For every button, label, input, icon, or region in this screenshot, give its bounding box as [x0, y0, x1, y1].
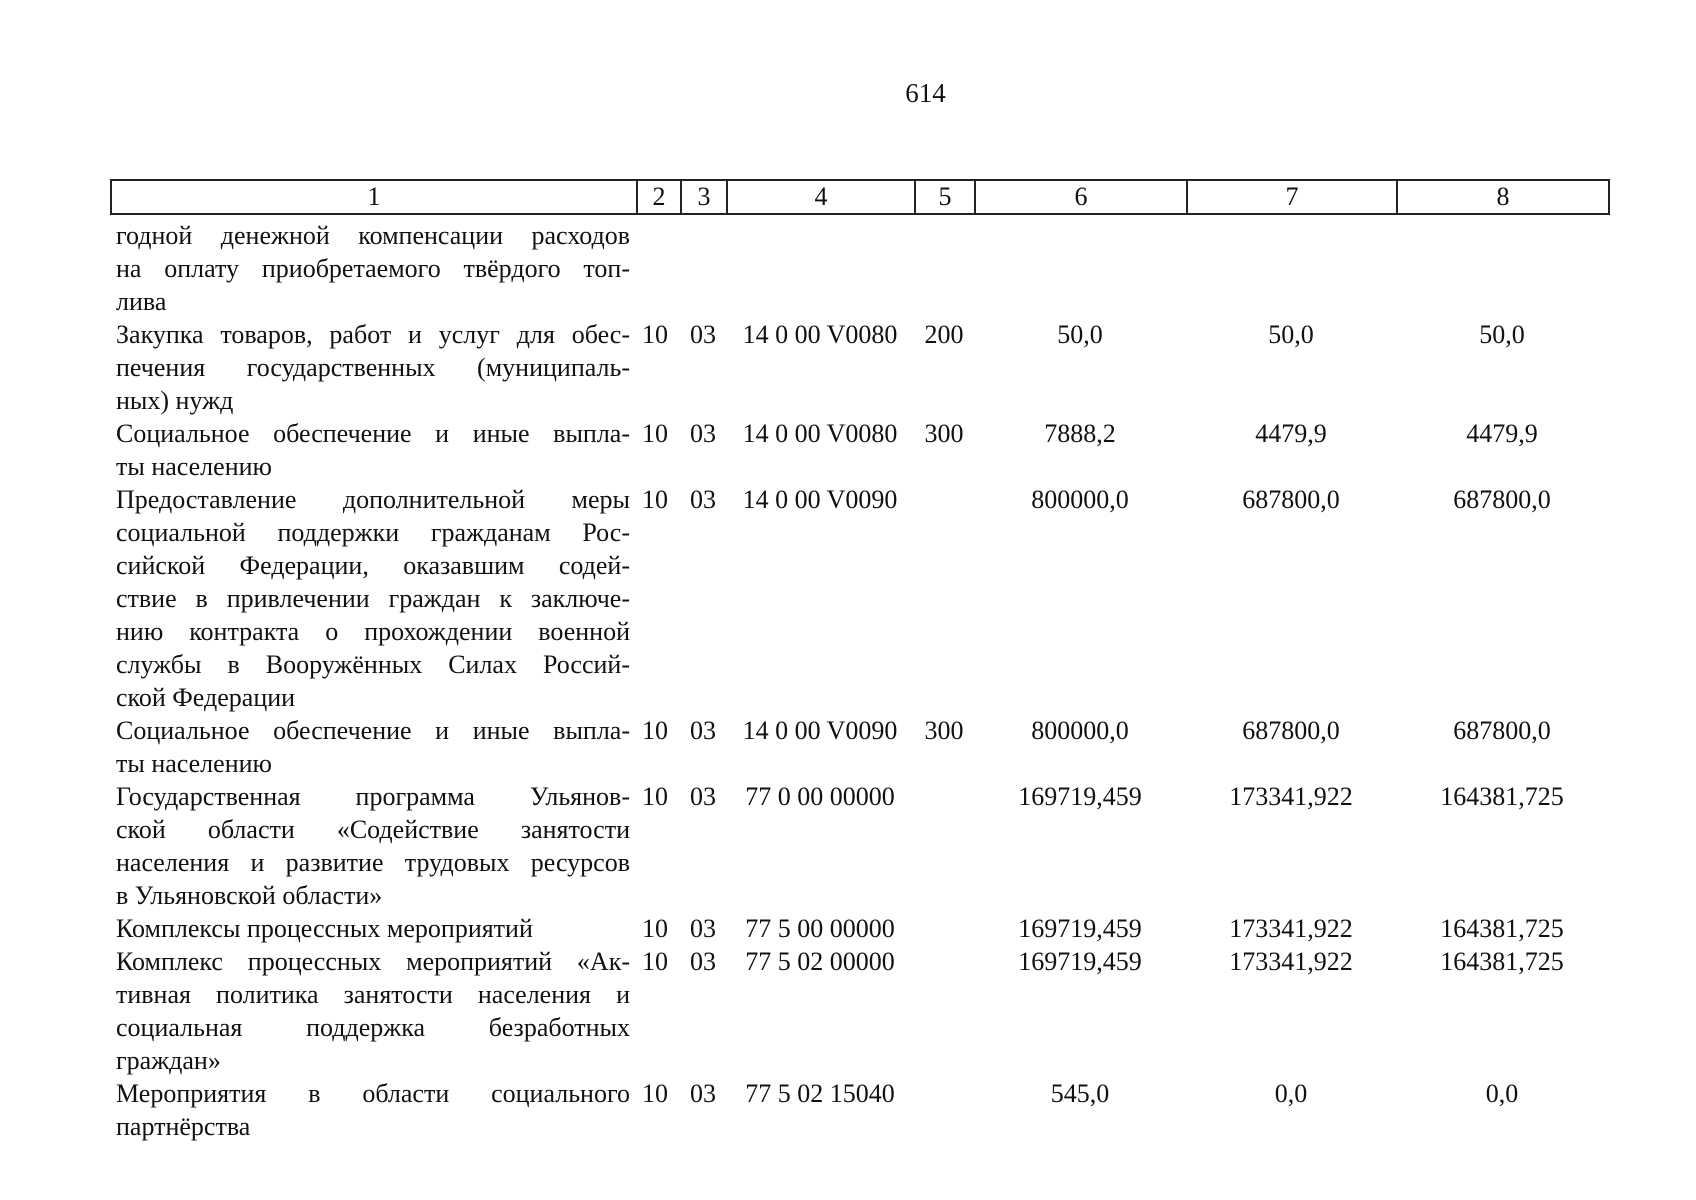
subsection-code: 03 [690, 485, 716, 514]
description-line: ты населению [116, 749, 272, 778]
row-description [110, 1077, 630, 1143]
amount-col-7: 687800,0 [1242, 485, 1340, 514]
description-line: Социальное обеспечение и иные выпла- [116, 419, 630, 448]
subsection-code: 03 [690, 1079, 716, 1108]
amount-col-6: 7888,2 [1044, 419, 1116, 448]
amount-col-8: 687800,0 [1453, 485, 1551, 514]
amount-col-7: 173341,922 [1229, 782, 1353, 811]
amount-col-8: 50,0 [1479, 320, 1525, 349]
row-description [110, 318, 630, 417]
section-code: 10 [642, 320, 668, 349]
page-number: 614 [905, 78, 946, 108]
amount-col-7: 4479,9 [1255, 419, 1327, 448]
amount-col-7: 50,0 [1268, 320, 1314, 349]
description-line: Закупка товаров, работ и услуг для обес- [116, 320, 630, 349]
amount-col-6: 169719,459 [1018, 914, 1142, 943]
row-description [110, 780, 630, 912]
description-line: нию контракта о прохождении военной [116, 617, 630, 646]
subsection-code: 03 [690, 914, 716, 943]
description-line: ных) нужд [116, 386, 234, 415]
table-row [110, 780, 1608, 912]
amount-col-8: 687800,0 [1453, 716, 1551, 745]
amount-col-6: 169719,459 [1018, 947, 1142, 976]
column-header-1: 1 [111, 180, 637, 214]
section-code: 10 [642, 485, 668, 514]
row-description [110, 714, 630, 780]
amount-col-8: 164381,725 [1440, 947, 1564, 976]
row-description [110, 945, 630, 1077]
amount-col-7: 687800,0 [1242, 716, 1340, 745]
target-article-code: 77 5 02 00000 [745, 947, 895, 976]
amount-col-6: 169719,459 [1018, 782, 1142, 811]
description-line: сийской Федерации, оказавшим содей- [116, 551, 630, 580]
description-line: населения и развитие трудовых ресурсов [116, 848, 630, 877]
description-line: Комплекс процессных мероприятий «Ак- [116, 947, 630, 976]
description-line: Комплексы процессных мероприятий [116, 914, 533, 943]
target-article-code: 14 0 00 V0080 [742, 419, 898, 448]
column-header-3: 3 [681, 180, 727, 214]
table-row [110, 219, 1608, 318]
amount-col-6: 800000,0 [1031, 485, 1129, 514]
column-header-8: 8 [1397, 180, 1609, 214]
amount-col-6: 545,0 [1050, 1079, 1110, 1108]
description-line: лива [116, 287, 167, 316]
subsection-code: 03 [690, 716, 716, 745]
section-code: 10 [642, 914, 668, 943]
description-line: ской области «Содействие занятости [116, 815, 630, 844]
section-code: 10 [642, 419, 668, 448]
section-code: 10 [642, 1079, 668, 1108]
description-line: ствие в привлечении граждан к заключе- [116, 584, 630, 613]
description-line: Предоставление дополнительной меры [116, 485, 630, 514]
description-line: тивная политика занятости населения и [116, 980, 630, 1009]
table-row [110, 912, 1608, 945]
expense-type-code: 200 [924, 320, 964, 349]
amount-col-7: 173341,922 [1229, 947, 1353, 976]
table-row [110, 1077, 1608, 1143]
target-article-code: 14 0 00 V0090 [742, 716, 898, 745]
amount-col-8: 4479,9 [1466, 419, 1538, 448]
target-article-code: 14 0 00 V0080 [742, 320, 898, 349]
description-line: социальной поддержки гражданам Рос- [116, 518, 630, 547]
description-line: Мероприятия в области социального [116, 1079, 630, 1108]
section-code: 10 [642, 782, 668, 811]
column-header-2: 2 [637, 180, 681, 214]
amount-col-8: 0,0 [1485, 1079, 1519, 1108]
section-code: 10 [642, 947, 668, 976]
subsection-code: 03 [690, 320, 716, 349]
column-header-4: 4 [727, 180, 915, 214]
row-description [110, 483, 630, 714]
table-row [110, 318, 1608, 417]
target-article-code: 14 0 00 V0090 [742, 485, 898, 514]
target-article-code: 77 0 00 00000 [745, 782, 895, 811]
description-line: службы в Вооружённых Силах Россий- [116, 650, 630, 679]
subsection-code: 03 [690, 947, 716, 976]
column-header-5: 5 [915, 180, 975, 214]
amount-col-6: 50,0 [1057, 320, 1103, 349]
row-description [110, 417, 630, 483]
section-code: 10 [642, 716, 668, 745]
amount-col-7: 0,0 [1274, 1079, 1308, 1108]
row-description [110, 912, 630, 945]
table-row [110, 417, 1608, 483]
amount-col-8: 164381,725 [1440, 914, 1564, 943]
description-line: печения государственных (муниципаль- [116, 353, 630, 382]
expense-type-code: 300 [924, 716, 964, 745]
column-header-table [110, 179, 1610, 215]
table-row [110, 945, 1608, 1077]
budget-table-body [110, 219, 1608, 1143]
column-header-row [111, 180, 1609, 214]
description-line: ской Федерации [116, 683, 296, 712]
description-line: на оплату приобретаемого твёрдого топ- [116, 254, 630, 283]
description-line: Социальное обеспечение и иные выпла- [116, 716, 630, 745]
description-line: граждан» [116, 1046, 221, 1075]
amount-col-8: 164381,725 [1440, 782, 1564, 811]
table-row [110, 714, 1608, 780]
description-line: Государственная программа Ульянов- [116, 782, 630, 811]
row-description [110, 219, 630, 318]
target-article-code: 77 5 00 00000 [745, 914, 895, 943]
expense-type-code: 300 [924, 419, 964, 448]
description-line: годной денежной компенсации расходов [116, 221, 630, 250]
amount-col-7: 173341,922 [1229, 914, 1353, 943]
amount-col-6: 800000,0 [1031, 716, 1129, 745]
description-line: ты населению [116, 452, 272, 481]
table-row [110, 483, 1608, 714]
description-line: социальная поддержка безработных [116, 1013, 630, 1042]
column-header-6: 6 [975, 180, 1187, 214]
target-article-code: 77 5 02 15040 [745, 1079, 895, 1108]
description-line: в Ульяновской области» [116, 881, 383, 910]
description-line: партнёрства [116, 1112, 251, 1141]
column-header-7: 7 [1187, 180, 1397, 214]
subsection-code: 03 [690, 419, 716, 448]
subsection-code: 03 [690, 782, 716, 811]
